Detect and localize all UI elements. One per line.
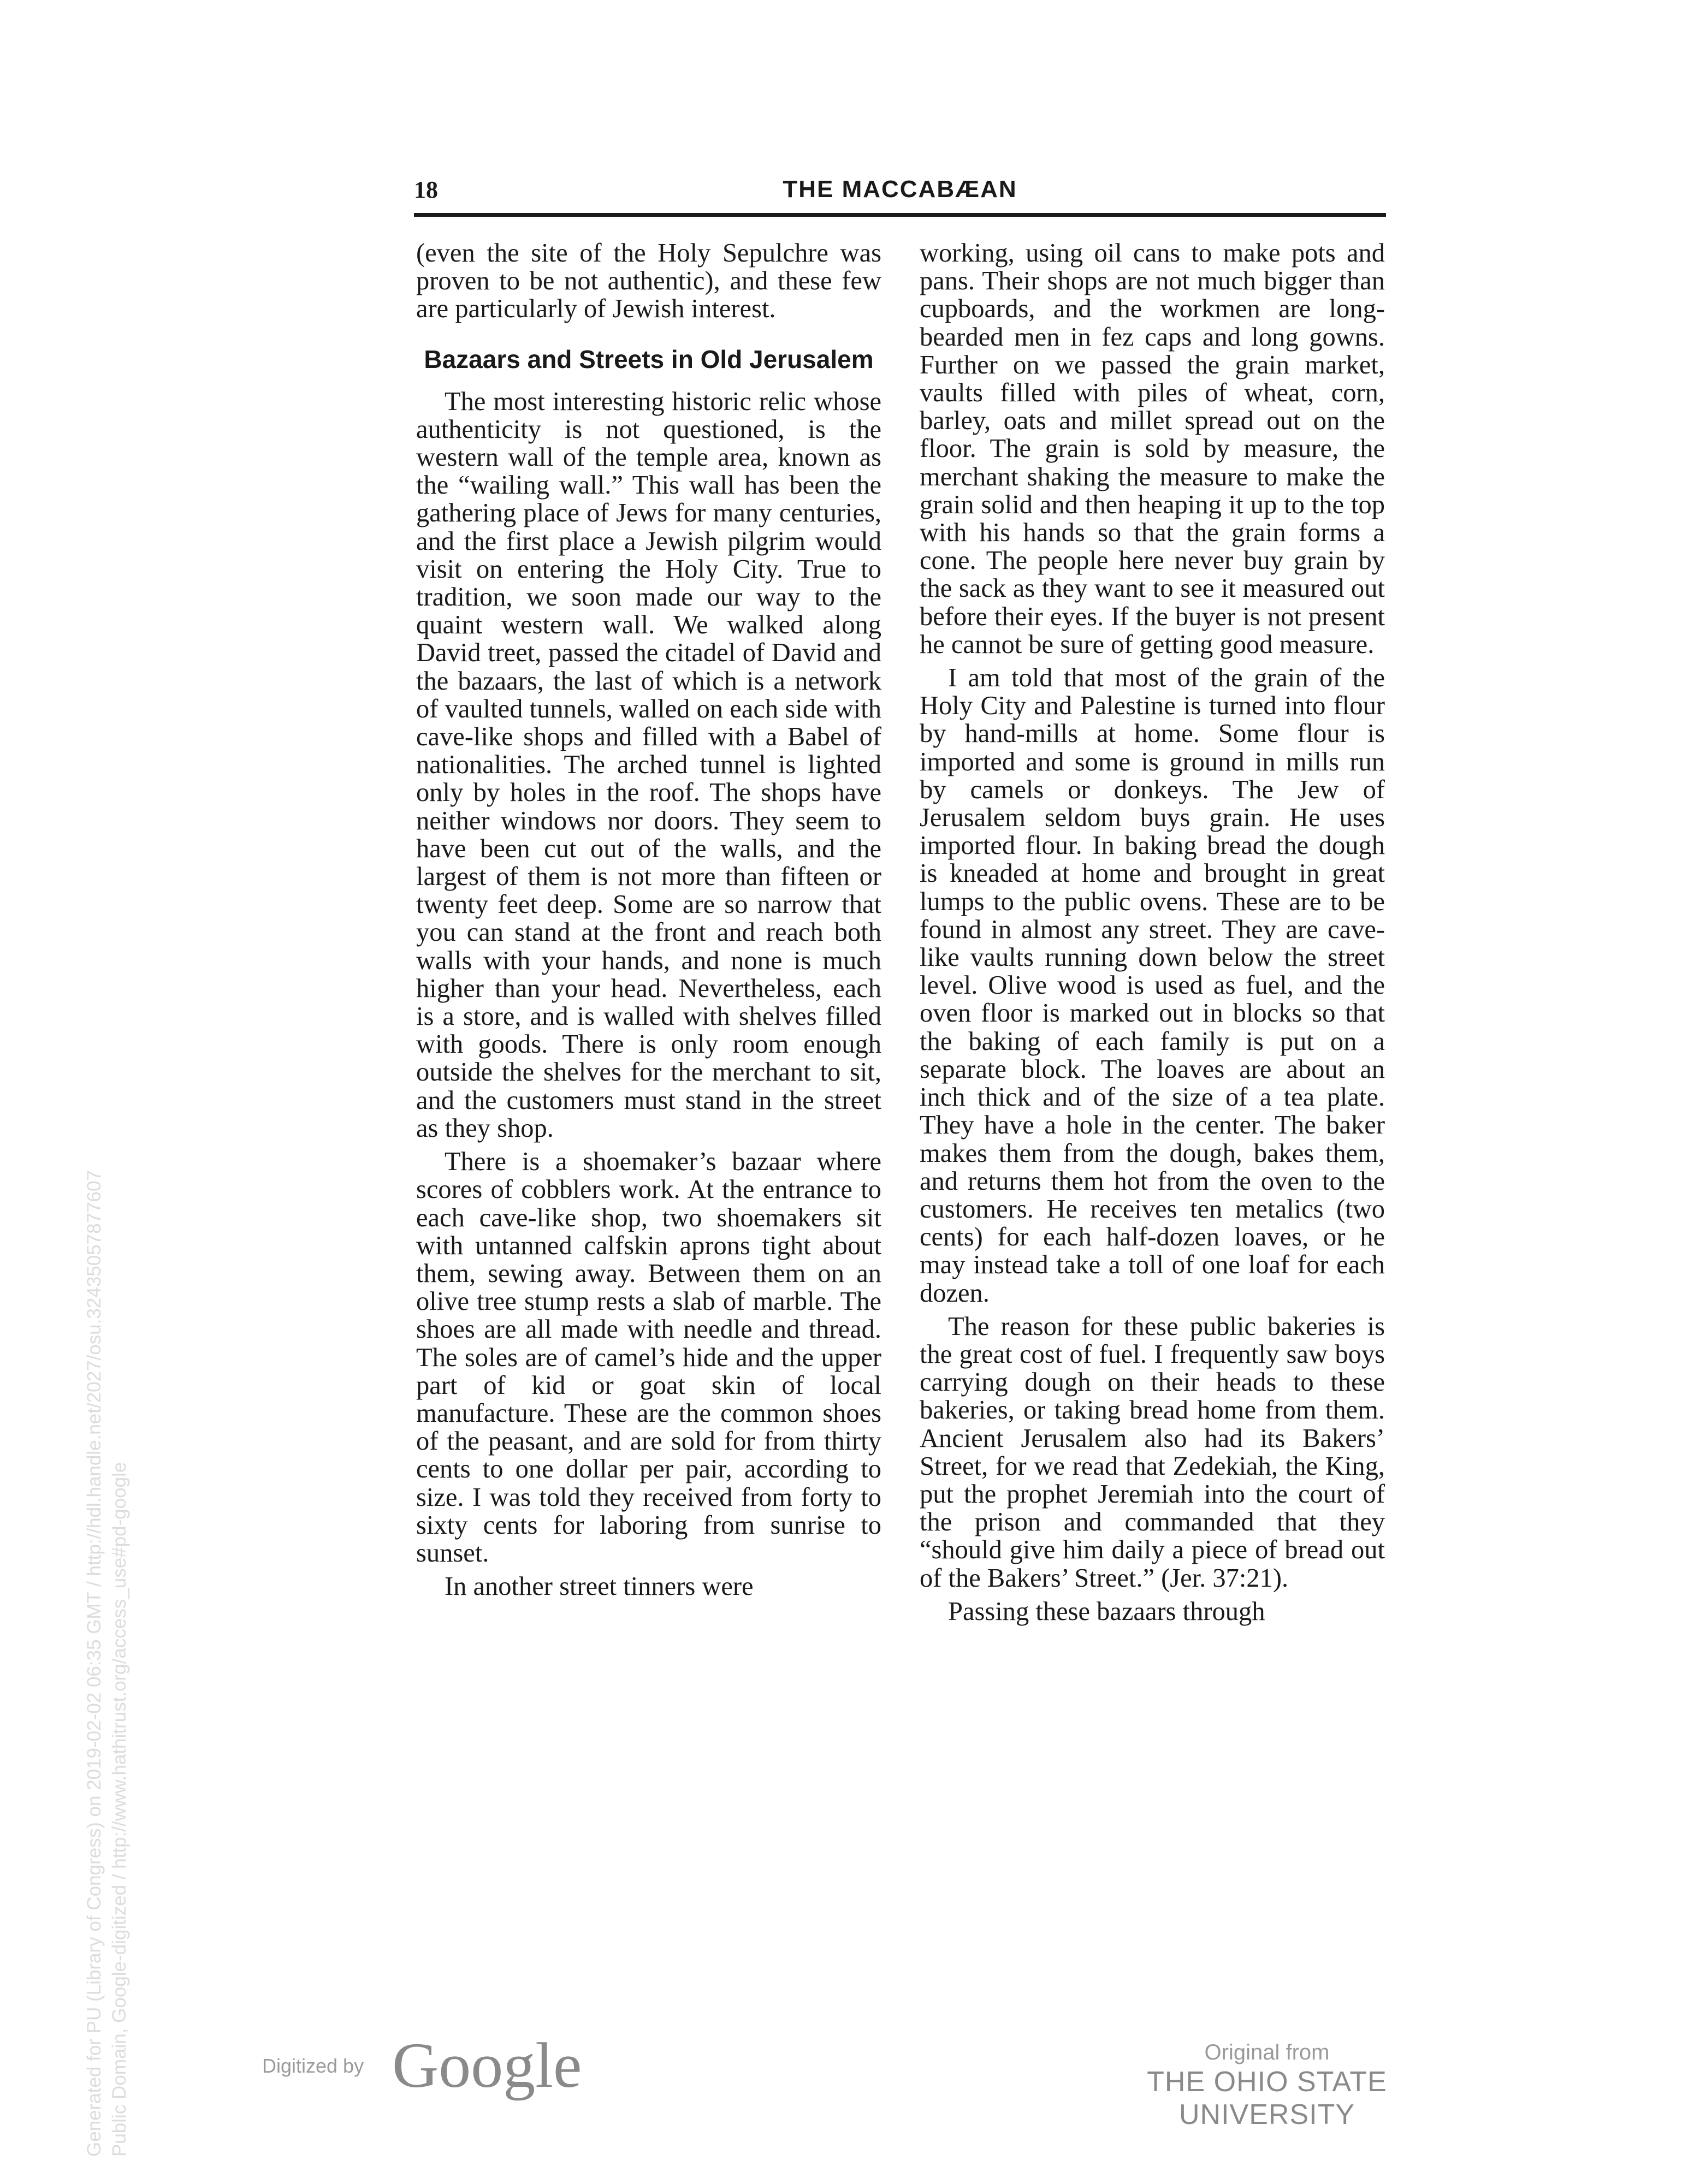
digitized-label: Digitized by	[262, 2055, 364, 2077]
paragraph: The reason for these public bakeries is the great cost of fuel. I frequently saw boys carrying dough on their heads to these bakeries, or taking bread home from them. Ancient Jerusalem also had its Bakers’ Street, for we read that Zedekiah, the King, put the prophet Jeremiah into the court of the prison and commanded that they “should give him daily a piece of bread out of the Bakers’ Street.” (Jer. 37:21).	[920, 1311, 1385, 1593]
text-column-right	[920, 239, 1385, 1625]
watermark-line: Public Domain, Google-digitized / http://www.hathitrust.org/access_use#pd-google	[109, 1462, 130, 2157]
header-rule	[414, 213, 1386, 217]
watermark-line: Generated for PU (Library of Congress) on 2019-02-02 06:35 GMT / http://hdl.handle.net/2027/osu.32435057877607	[84, 1170, 105, 2157]
paragraph: I am told that most of the grain of the Holy City and Palestine is turned into flour by hand-mills at home. Some flour is imported and some is ground in mills run by camels or donkeys. The Jew of Jerusalem seldom buys grain. He uses imported flour. In baking bread the dough is kneaded at home and brought in great lumps to the public ovens. These are to be found in almost any street. They are cave-like vaults running down below the street level. Olive wood is used as fuel, and the oven floor is marked out in blocks so that the baking of each family is put on a separate block. The loaves are about an inch thick and of the size of a tea plate. They have a hole in the center. The baker makes them from the dough, bakes them, and returns them hot from the oven to the customers. He receives ten metalics (two cents) for each half-dozen loaves, or he may instead take a toll of one loaf for each dozen.	[920, 663, 1385, 1308]
paragraph: working, using oil cans to make pots and pans. Their shops are not much bigger than cupboards, and the workmen are long-bearded men in fez caps and long gowns. Further on we passed the grain market, vaults filled with piles of wheat, corn, barley, oats and millet spread out on the floor. The grain is sold by measure, the merchant shaking the measure to make the grain solid and then heaping it up to the top with his hands so that the grain forms a cone. The people here never buy grain by the sack as they want to see it measured out before their eyes. If the buyer is not present he cannot be sure of getting good measure.	[920, 239, 1385, 659]
paragraph: The most interesting historic relic whose authenticity is not questioned, is the western wall of the temple area, known as the “wailing wall.” This wall has been the gathering place of Jews for many centuries, and the first place a Jewish pilgrim would visit on entering the Holy City. True to tradition, we soon made our way to the quaint western wall. We walked along David treet, passed the citadel of David and the bazaars, the last of which is a network of vaulted tunnels, walled on each side with cave-like shops and filled with a Babel of nationalities. The arched tunnel is lighted only by holes in the roof. The shops have neither windows nor doors. They seem to have been cut out of the walls, and the largest of them is not more than fifteen or twenty feet deep. Some are so narrow that you can stand at the front and reach both walls with your hands, and none is much higher than your head. Nevertheless, each is a store, and is walled with shelves filled with goods. There is only room enough outside the shelves for the merchant to sit, and the customers must stand in the street as they shop.	[416, 387, 881, 1143]
page-header	[414, 176, 1386, 209]
paragraph: There is a shoemaker’s bazaar where scores of cobblers work. At the entrance to each cave-like shop, two shoemakers sit with untanned calfskin aprons tight about them, sewing away. Between them on an olive tree stump rests a slab of marble. The shoes are all made with needle and thread. The soles are of camel’s hide and the upper part of kid or goat skin of local manufacture. These are the common shoes of the peasant, and are sold for from thirty cents to one dollar per pair, according to size. I was told they received from forty to sixty cents for laboring from sunrise to sunset.	[416, 1147, 881, 1568]
digitized-by-google	[262, 2028, 590, 2101]
section-heading: Bazaars and Streets in Old Jerusalem	[424, 345, 874, 373]
paragraph: Passing these bazaars through	[948, 1597, 1265, 1626]
running-title: THE MACCABÆAN	[783, 176, 1017, 203]
original-from	[1059, 2039, 1474, 2130]
university-name: THE OHIO STATE UNIVERSITY	[1147, 2066, 1387, 2130]
google-logo: Google	[392, 2029, 582, 2101]
text-column-left	[416, 239, 881, 1600]
hathitrust-watermark	[82, 846, 132, 2157]
paragraph: In another street tinners were	[445, 1572, 754, 1601]
original-label: Original from	[1204, 2040, 1330, 2064]
paragraph: (even the site of the Holy Sepulchre was proven to be not authentic), and these few are particularly of Jewish interest.	[416, 239, 881, 324]
page-number: 18	[414, 176, 438, 203]
